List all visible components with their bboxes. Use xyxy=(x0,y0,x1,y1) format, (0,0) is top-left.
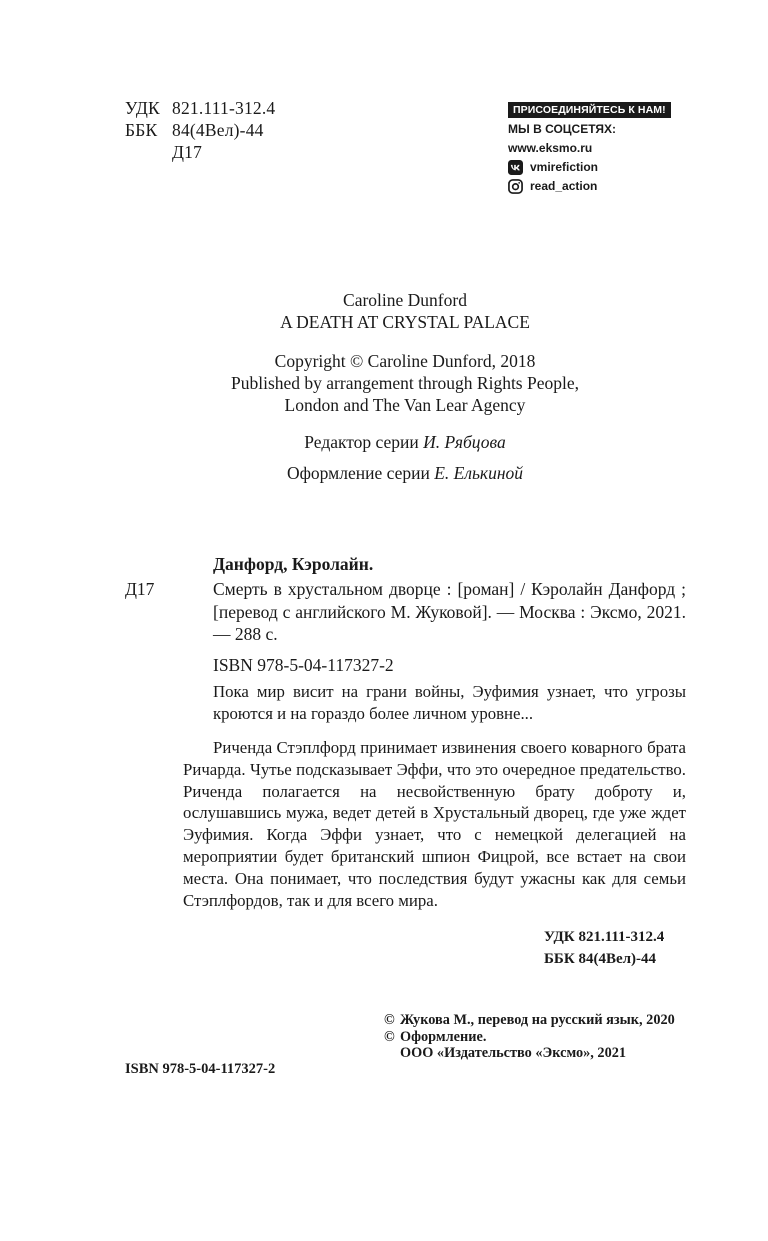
publisher-copyright: ООО «Издательство «Эксмо», 2021 xyxy=(400,1045,627,1061)
copyright-symbol: © xyxy=(384,1012,395,1028)
editor-name: И. Рябцова xyxy=(423,432,506,452)
record-udk: УДК 821.111-312.4 xyxy=(544,929,665,945)
design-copyright-row xyxy=(384,1029,694,1046)
social-block xyxy=(508,100,688,196)
record-author-heading: Данфорд, Кэролайн. xyxy=(213,554,374,574)
networks-label: МЫ В СОЦСЕТЯХ: xyxy=(508,122,617,136)
translation-copyright: Жукова М., перевод на русский язык, 2020 xyxy=(400,1012,675,1028)
footer-copyrights xyxy=(384,1012,694,1062)
author-mark: Д17 xyxy=(172,142,203,162)
record-isbn: ISBN 978-5-04-117327-2 xyxy=(213,655,394,675)
website-link[interactable]: www.eksmo.ru xyxy=(508,141,593,155)
footer-isbn: ISBN 978-5-04-117327-2 xyxy=(125,1061,276,1077)
design-name: Е. Елькиной xyxy=(434,463,524,483)
original-author: Caroline Dunford xyxy=(343,290,467,310)
udk-row xyxy=(125,97,275,119)
bbk-label: ББК xyxy=(125,120,158,140)
record-description: Смерть в хрустальном дворце : [роман] / Кэролайн Данфорд ; [перевод с английского М. Жуковой]. — Москва : Эксмо, 2021. — 288 с. xyxy=(213,579,686,644)
series-editor xyxy=(0,431,768,453)
abstract-body: Риченда Стэплфорд принимает извинения своего коварного брата Ричарда. Чутье подсказывает Эффи, что это очередное предательство. Риченда полагается на несвойственную брату доброту и, ослушавшись мужа, ведет детей в Хрустальный дворец, где уже ждет Эуфимия. Когда Эффи узнает, что с немецкой делегацией на мероприятии будет британский шпион Фицрой, все встает на свои места. Она понимает, что последствия будут ужасны как для семьи Стэплфордов, так и для всего мира. xyxy=(183,738,686,910)
series-design xyxy=(0,462,768,484)
udk-label: УДК xyxy=(125,98,160,118)
original-title: A DEATH AT CRYSTAL PALACE xyxy=(280,312,530,332)
design-label: Оформление серии xyxy=(286,463,430,483)
publisher-copyright-row xyxy=(384,1045,694,1062)
original-edition xyxy=(0,289,768,333)
instagram-icon xyxy=(508,179,523,194)
abstract-lead: Пока мир висит на грани войны, Эуфимия узнает, что угрозы кроются и на гораздо более личном уровне... xyxy=(213,682,686,723)
record-classification xyxy=(544,926,684,970)
vk-icon xyxy=(508,160,523,175)
copyright-line-2: Published by arrangement through Rights People, xyxy=(230,373,579,393)
instagram-handle: read_action xyxy=(530,179,598,193)
vk-row[interactable] xyxy=(508,158,688,177)
editor-label: Редактор серии xyxy=(304,432,419,452)
record-bbk: ББК 84(4Вел)-44 xyxy=(544,951,657,967)
udk-value: 821.111-312.4 xyxy=(172,98,276,118)
design-copyright-label: Оформление. xyxy=(400,1028,487,1045)
classification-block xyxy=(125,97,275,163)
copyright-symbol: © xyxy=(384,1028,395,1045)
translation-copyright-row xyxy=(384,1012,694,1029)
instagram-row[interactable] xyxy=(508,177,688,196)
original-copyright xyxy=(0,350,768,416)
copyright-line-1: Copyright © Caroline Dunford, 2018 xyxy=(274,351,536,371)
vk-handle: vmirefiction xyxy=(530,160,599,174)
bbk-value: 84(4Вел)-44 xyxy=(172,120,264,140)
author-mark-row xyxy=(125,141,275,163)
bbk-row xyxy=(125,119,275,141)
record-mark: Д17 xyxy=(125,579,155,599)
join-banner: ПРИСОЕДИНЯЙТЕСЬ К НАМ! xyxy=(508,102,671,118)
copyright-line-3: London and The Van Lear Agency xyxy=(284,395,526,415)
